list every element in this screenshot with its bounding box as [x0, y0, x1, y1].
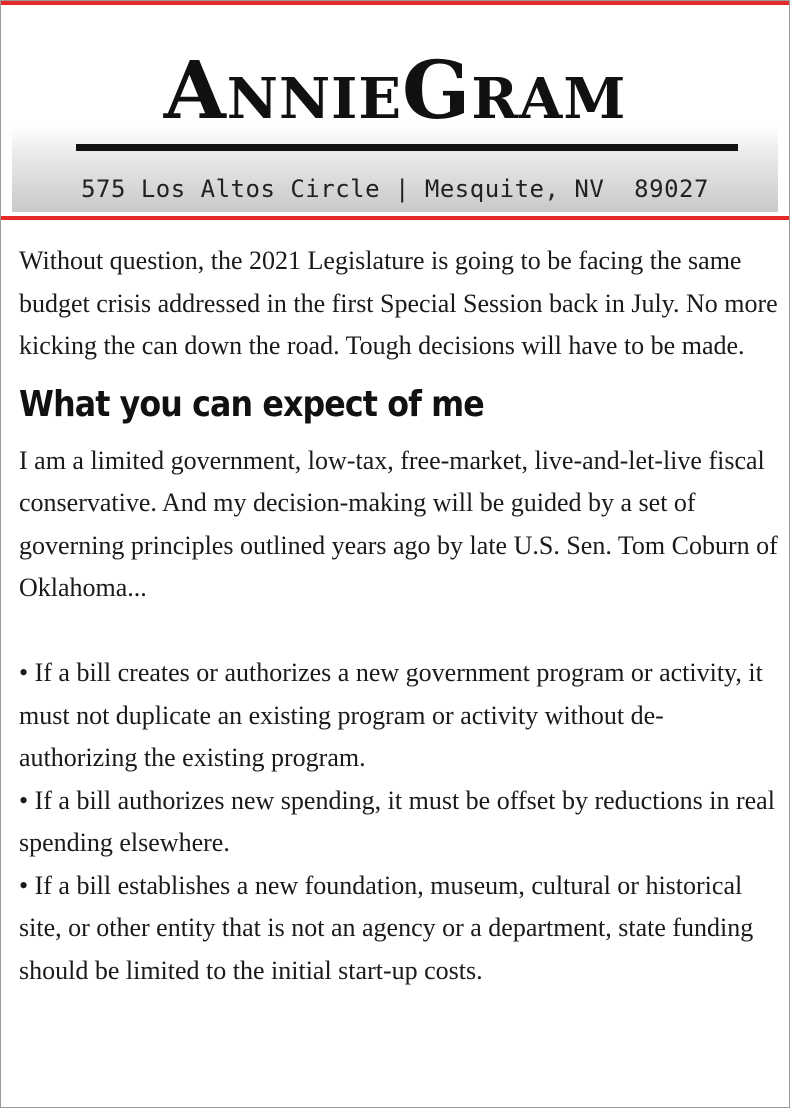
- principle-item: • If a bill establishes a new foundation, museum, cultural or historical site, or other entity that is not an agency or a department, state funding should be limited to the initial start-up costs.: [19, 870, 754, 985]
- masthead-address: 575 Los Altos Circle | Mesquite, NV 89027: [81, 175, 709, 203]
- body-paragraph: I am a limited government, low-tax, free-market, live-and-let-live fiscal conservative. And my decision-making will be guided by a set of governing principles outlined years ago by late U.S. Sen. Tom Coburn of Oklahoma...: [19, 445, 778, 602]
- annie-gram-logo: [12, 43, 778, 137]
- principle-item: • If a bill authorizes new spending, it must be offset by reductions in real spending elsewhere.: [19, 785, 775, 857]
- logo-first-word: Annie: [163, 43, 403, 137]
- section-heading: What you can expect of me: [19, 383, 484, 425]
- masthead: [12, 8, 778, 212]
- article-content: [19, 240, 779, 992]
- intro-paragraph: Without question, the 2021 Legislature is going to be facing the same budget crisis addressed in the first Special Session back in July. No more kicking the can down the road. Tough decisions will have to be made.: [19, 246, 778, 360]
- logo-underline: [76, 144, 738, 151]
- bottom-red-rule: [1, 216, 789, 220]
- top-red-rule: [1, 1, 789, 5]
- paragraph-spacer: [19, 610, 779, 653]
- principle-item: • If a bill creates or authorizes a new government program or activity, it must not duplicate an existing program or activity without de-authorizing the existing program.: [19, 658, 763, 772]
- logo-second-word: Gram: [402, 43, 627, 137]
